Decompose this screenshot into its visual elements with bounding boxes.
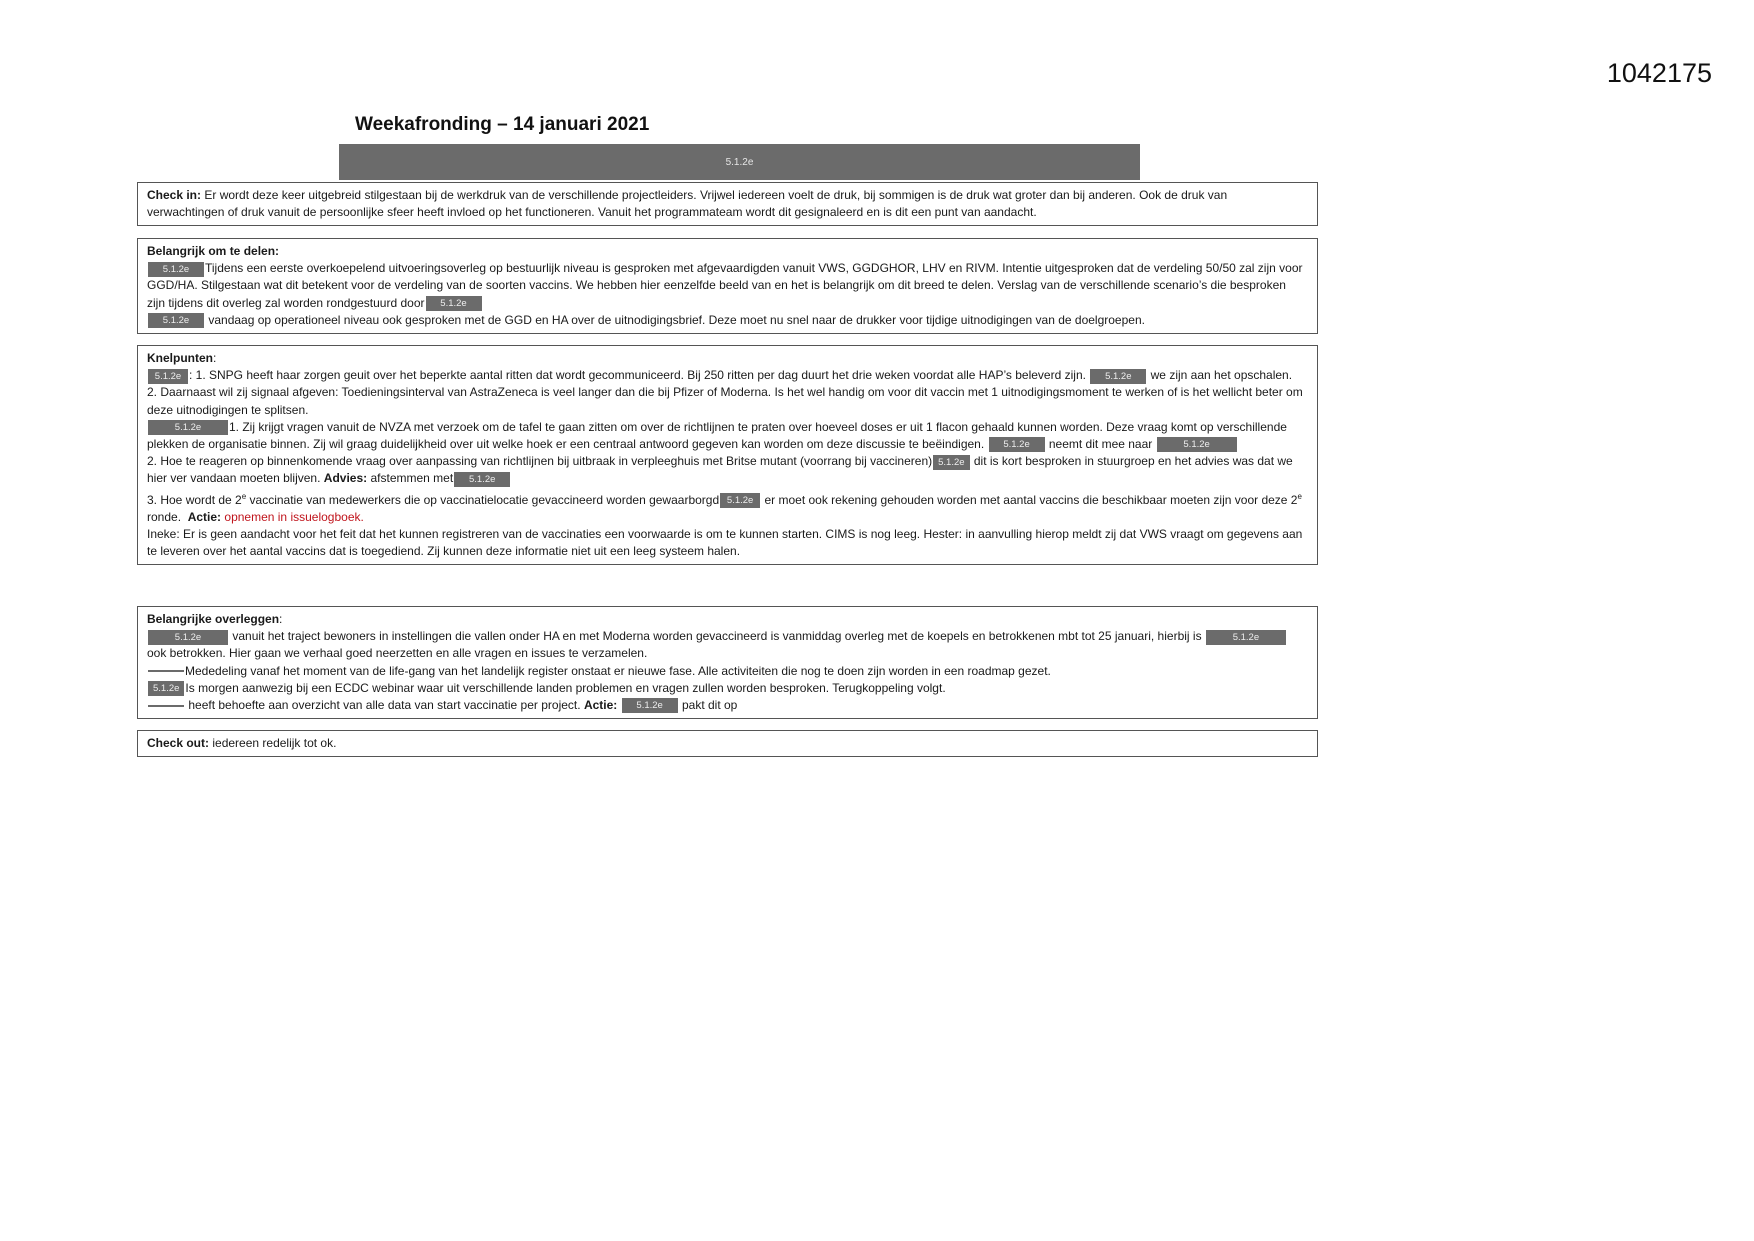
- redaction-block: [148, 670, 184, 672]
- check-in-section: [137, 182, 1318, 226]
- overleg-4: [147, 697, 1307, 714]
- redaction-block: 5.1.2e: [1090, 369, 1146, 384]
- overleggen-colon: :: [279, 612, 283, 626]
- redaction-block: 5.1.2e: [148, 369, 188, 384]
- knelpunten-heading: [147, 350, 1307, 367]
- redaction-block: 5.1.2e: [1157, 437, 1237, 452]
- check-in-label: Check in:: [147, 188, 202, 202]
- check-out-section: [137, 730, 1318, 757]
- knelpunt-2-text: 2. Daarnaast wil zij signaal afgeven: Toedieningsinterval van AstraZeneca is veel langer dan die bij Pfizer of Moderna. Is het wel handig om voor dit vaccin met 1 uitnodigingsmoment te werken of is het wellicht beter om deze uitnodigingen te splitsen.: [147, 385, 1303, 417]
- redaction-block: 5.1.2e: [720, 493, 760, 508]
- redaction-label: 5.1.2e: [725, 156, 754, 168]
- overleg-4-text-b: pakt dit op: [681, 698, 738, 713]
- overleggen-section: [137, 606, 1318, 719]
- knelpunt-3-text-b: neemt dit mee naar: [1048, 437, 1153, 452]
- actie-label: Actie:: [583, 698, 618, 713]
- belangrijk-heading: [147, 243, 1307, 260]
- knelpunt-3-text-a: 1. Zij krijgt vragen vanuit de NVZA met verzoek om de tafel te gaan zitten om over de richtlijnen te praten over hoeveel doses er uit 1 flacon gehaald kunnen worden. Deze vraag komt op verschillende plekken de organisatie binnen. Zij wil graag duidelijkheid over uit welke hoek er een centraal antwoord gegeven kan worden om deze discussie te beëindigen.: [147, 419, 1287, 452]
- actie-issuelogboek: opnemen in issuelogboek.: [224, 509, 364, 524]
- overleggen-heading: [147, 611, 1307, 628]
- redaction-block: 5.1.2e: [148, 313, 204, 328]
- redaction-block: [148, 705, 184, 707]
- redaction-block: 5.1.2e: [454, 472, 510, 487]
- redaction-block: 5.1.2e: [1206, 630, 1286, 645]
- knelpunt-1: [147, 367, 1307, 384]
- knelpunt-4-text-a: 2. Hoe te reageren op binnenkomende vraag over aanpassing van richtlijnen bij uitbraak in verpleeghuis met Britse mutant (voorrang bij vaccineren): [147, 454, 933, 469]
- redaction-block: 5.1.2e: [622, 698, 678, 713]
- belangrijk-text-2: vandaag op operationeel niveau ook gesproken met de GGD en HA over de uitnodigingsbrief. Deze moet nu snel naar de drukker voor tijdige uitnodigingen van de doelgroepen.: [208, 312, 1145, 327]
- redaction-block: 5.1.2e: [933, 455, 969, 470]
- knelpunt-5-text-b: vaccinatie van medewerkers die op vaccinatielocatie gevaccineerd worden gewaarborgd: [249, 492, 720, 507]
- overleg-2-text: Mededeling vanaf het moment van de life-gang van het landelijk register onstaat er nieuwe fase. Alle activiteiten die nog te doen zijn worden in een roadmap gezet.: [185, 663, 1051, 678]
- overleg-3-text: Is morgen aanwezig bij een ECDC webinar waar uit verschillende landen problemen en vragen zullen worden besproken. Terugkoppeling volgt.: [185, 680, 946, 695]
- knelpunt-5: [147, 488, 1307, 526]
- superscript-e: e: [1297, 491, 1302, 501]
- redaction-block: 5.1.2e: [989, 437, 1045, 452]
- check-out-text: iedereen redelijk tot ok.: [212, 736, 337, 750]
- knelpunten-label: Knelpunten: [147, 351, 213, 365]
- redacted-attendees-bar: [339, 144, 1140, 180]
- redaction-block: 5.1.2e: [426, 296, 482, 311]
- redaction-block: 5.1.2e: [148, 420, 228, 435]
- belangrijk-paragraph-2: [147, 312, 1307, 329]
- overleg-4-text-a: heeft behoefte aan overzicht van alle data van start vaccinatie per project.: [188, 698, 581, 713]
- check-in-paragraph: [147, 187, 1307, 221]
- page-title: Weekafronding – 14 januari 2021: [355, 114, 650, 135]
- overleggen-label: Belangrijke overleggen: [147, 612, 280, 626]
- redaction-block: 5.1.2e: [148, 630, 228, 645]
- knelpunt-6-text: Ineke: Er is geen aandacht voor het feit dat het kunnen registreren van de vaccinaties een voorwaarde is om te kunnen starten. CIMS is nog leeg. Hester: in aanvulling hierop meldt zij dat VWS vraagt om gegevens aan te leveren over het aantal vaccins dat is toegediend. Zij kunnen deze informatie niet uit een leeg systeem halen.: [147, 527, 1303, 559]
- belangrijk-section: [137, 238, 1318, 334]
- redaction-block: 5.1.2e: [148, 681, 184, 696]
- knelpunt-6: [147, 526, 1307, 560]
- knelpunt-3: [147, 419, 1307, 453]
- knelpunten-section: [137, 345, 1318, 565]
- overleg-2: [147, 663, 1307, 680]
- knelpunt-5-text-a: 3. Hoe wordt de 2: [147, 492, 242, 507]
- belangrijk-label: Belangrijk om te delen:: [147, 244, 280, 258]
- knelpunten-colon: :: [213, 351, 217, 365]
- knelpunt-4: [147, 453, 1307, 487]
- check-in-text: Er wordt deze keer uitgebreid stilgestaan bij de werkdruk van de verschillende projectleiders. Vrijwel iedereen voelt de druk, bij sommigen is de druk wat groter dan bij anderen. Ook de druk van verwachtingen of druk vanuit de persoonlijke sfeer heeft invloed op het functioneren. Vanuit het programmateam wordt dit gesignaleerd en is dit een punt van aandacht.: [147, 188, 1228, 220]
- overleg-1-text-a: vanuit het traject bewoners in instellingen die vallen onder HA en met Moderna worden gevaccineerd is vanmiddag overleg met de koepels en betrokkenen mbt tot 25 januari, hierbij is: [232, 629, 1202, 644]
- knelpunt-5-text-c: er moet ook rekening gehouden worden met aantal vaccins die beschikbaar moeten zijn voor deze 2: [764, 492, 1298, 507]
- overleg-1: [147, 628, 1307, 662]
- belangrijk-text-1: Tijdens een eerste overkoepelend uitvoeringsoverleg op bestuurlijk niveau is gesproken met afgevaardigden vanuit VWS, GGDGHOR, LHV en RIVM. Intentie uitgesproken dat de verdeling 50/50 zal zijn voor GGD/HA. Stilgestaan wat dit betekent voor de verdeling van de soorten vaccins. We hebben hier eenzelfde beeld van en het is belangrijk om dit breed te delen. Verslag van de verschillende scenario’s die besproken zijn tijdens dit overleg zal worden rondgestuurd door: [147, 261, 1303, 310]
- knelpunt-4-text-b: dit is kort besproken in stuurgroep en het advies was dat we hier ver vandaan moeten blijven.: [147, 454, 1293, 486]
- actie-label: Actie:: [187, 509, 222, 524]
- knelpunt-4-text-c: afstemmen met: [370, 471, 454, 486]
- knelpunt-2: [147, 384, 1307, 418]
- overleg-3: [147, 680, 1307, 697]
- knelpunt-5-text-d: ronde.: [147, 509, 182, 524]
- check-out-label: Check out:: [147, 736, 210, 750]
- superscript-e: e: [241, 491, 247, 501]
- advies-label: Advies:: [323, 471, 368, 486]
- redaction-block: 5.1.2e: [148, 262, 204, 277]
- check-out-paragraph: [147, 735, 1307, 752]
- knelpunt-1-text-b: we zijn aan het opschalen.: [1150, 368, 1293, 383]
- overleg-1-text-b: ook betrokken. Hier gaan we verhaal goed neerzetten en alle vragen en issues te verzamelen.: [147, 646, 648, 661]
- document-number: 1042175: [1606, 58, 1712, 88]
- belangrijk-paragraph-1: [147, 260, 1307, 312]
- knelpunt-1-text-a: : 1. SNPG heeft haar zorgen geuit over het beperkte aantal ritten dat wordt gecommuniceerd. Bij 250 ritten per dag duurt het drie weken voordat alle HAP’s beleverd zijn.: [189, 368, 1086, 383]
